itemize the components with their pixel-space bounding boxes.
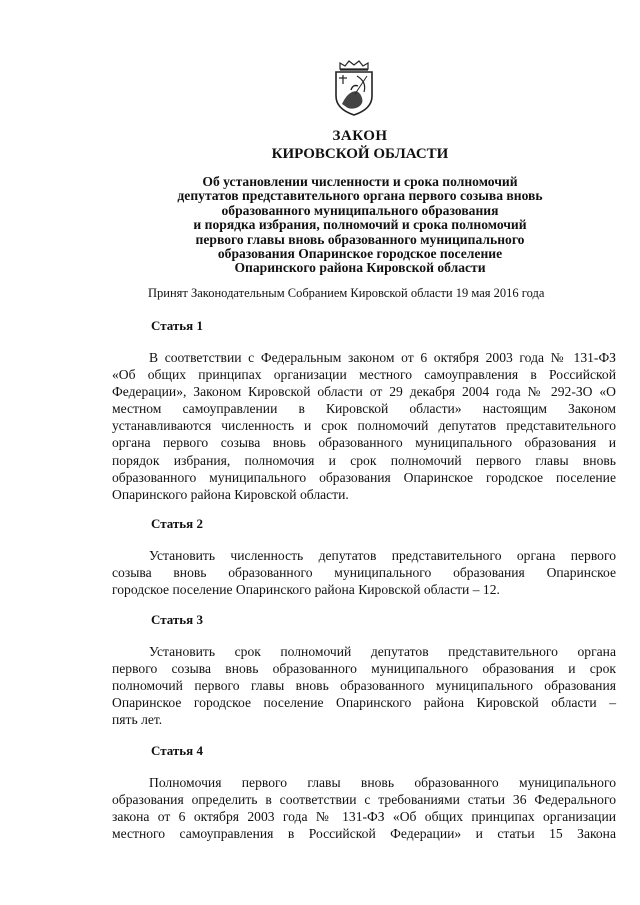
kirov-coat-of-arms-icon bbox=[331, 60, 377, 116]
article-3-heading: Статья 3 bbox=[151, 612, 203, 627]
text-line: устанавливаются численность и срок полномочий депутатов представительного bbox=[112, 418, 616, 434]
text-line: местном самоуправлении в Кировской области» настоящим Законом bbox=[112, 401, 616, 417]
article-4-text bbox=[112, 774, 616, 842]
article-1-text bbox=[112, 349, 616, 503]
law-title-line: первого главы вновь образованного муниципального bbox=[195, 231, 525, 247]
law-title-line: образования Опаринское городское поселение bbox=[217, 246, 503, 262]
law-title-line: и порядка избрания, полномочий и срока полномочий bbox=[193, 217, 527, 233]
region-heading: КИРОВСКОЙ ОБЛАСТИ bbox=[271, 146, 449, 162]
law-title bbox=[80, 175, 640, 276]
article-4-heading: Статья 4 bbox=[151, 743, 203, 758]
text-line: «Об общих принципах организации местного самоуправления в Российской bbox=[112, 367, 616, 383]
law-title-line: Об установлении численности и срока полномочий bbox=[202, 174, 518, 189]
text-line: Установить численность депутатов представительного органа первого bbox=[149, 548, 616, 563]
article-2-text bbox=[112, 547, 616, 598]
text-line: Опаринского района Кировской области. bbox=[112, 486, 349, 502]
text-line: образованного муниципального образования Опаринское городское поселение bbox=[112, 469, 616, 485]
law-title-line: Опаринского района Кировской области bbox=[234, 260, 486, 276]
text-line: В соответствии с Федеральным законом от 6 октября 2003 года № 131-ФЗ bbox=[149, 350, 616, 365]
text-line: органа первого созыва вновь образованного муниципального образования и bbox=[112, 435, 616, 451]
text-line: местного самоуправления в Российской Федерации» и статьи 15 Закона bbox=[112, 826, 616, 842]
text-line: полномочий первого главы вновь образованного муниципального образования bbox=[112, 678, 616, 694]
text-line: городское поселение Опаринского района Кировской области – 12. bbox=[112, 582, 500, 598]
article-1-heading: Статья 1 bbox=[151, 318, 203, 333]
adoption-note: Принят Законодательным Собранием Кировской области 19 мая 2016 года bbox=[148, 286, 545, 300]
text-line: образования определить в соответствии с требованиями статьи 36 Федерального bbox=[112, 792, 616, 808]
article-2-heading: Статья 2 bbox=[151, 516, 203, 531]
text-line: Федерации», Законом Кировской области от 29 декабря 2004 года № 292-ЗО «О bbox=[112, 384, 616, 400]
text-line: Полномочия первого главы вновь образованного муниципального bbox=[149, 775, 616, 790]
text-line: пять лет. bbox=[112, 712, 163, 728]
text-line: первого созыва вновь образованного муниципального образования и срок bbox=[112, 661, 616, 677]
text-line: созыва вновь образованного муниципального образования Опаринское bbox=[112, 565, 616, 581]
text-line: закона от 6 октября 2003 года № 131-ФЗ «Об общих принципах организации bbox=[112, 809, 616, 825]
law-title-line: образованного муниципального образования bbox=[221, 202, 499, 218]
text-line: Опаринское городское поселение Опаринского района Кировской области – bbox=[112, 695, 616, 711]
law-title-line: депутатов представительного органа первого созыва вновь bbox=[177, 188, 543, 204]
text-line: Установить срок полномочий депутатов представительного органа bbox=[149, 644, 616, 659]
law-heading: ЗАКОН bbox=[332, 128, 388, 144]
article-3-text bbox=[112, 643, 616, 728]
text-line: порядок избрания, полномочия и срок полномочий первого главы вновь bbox=[112, 452, 616, 468]
